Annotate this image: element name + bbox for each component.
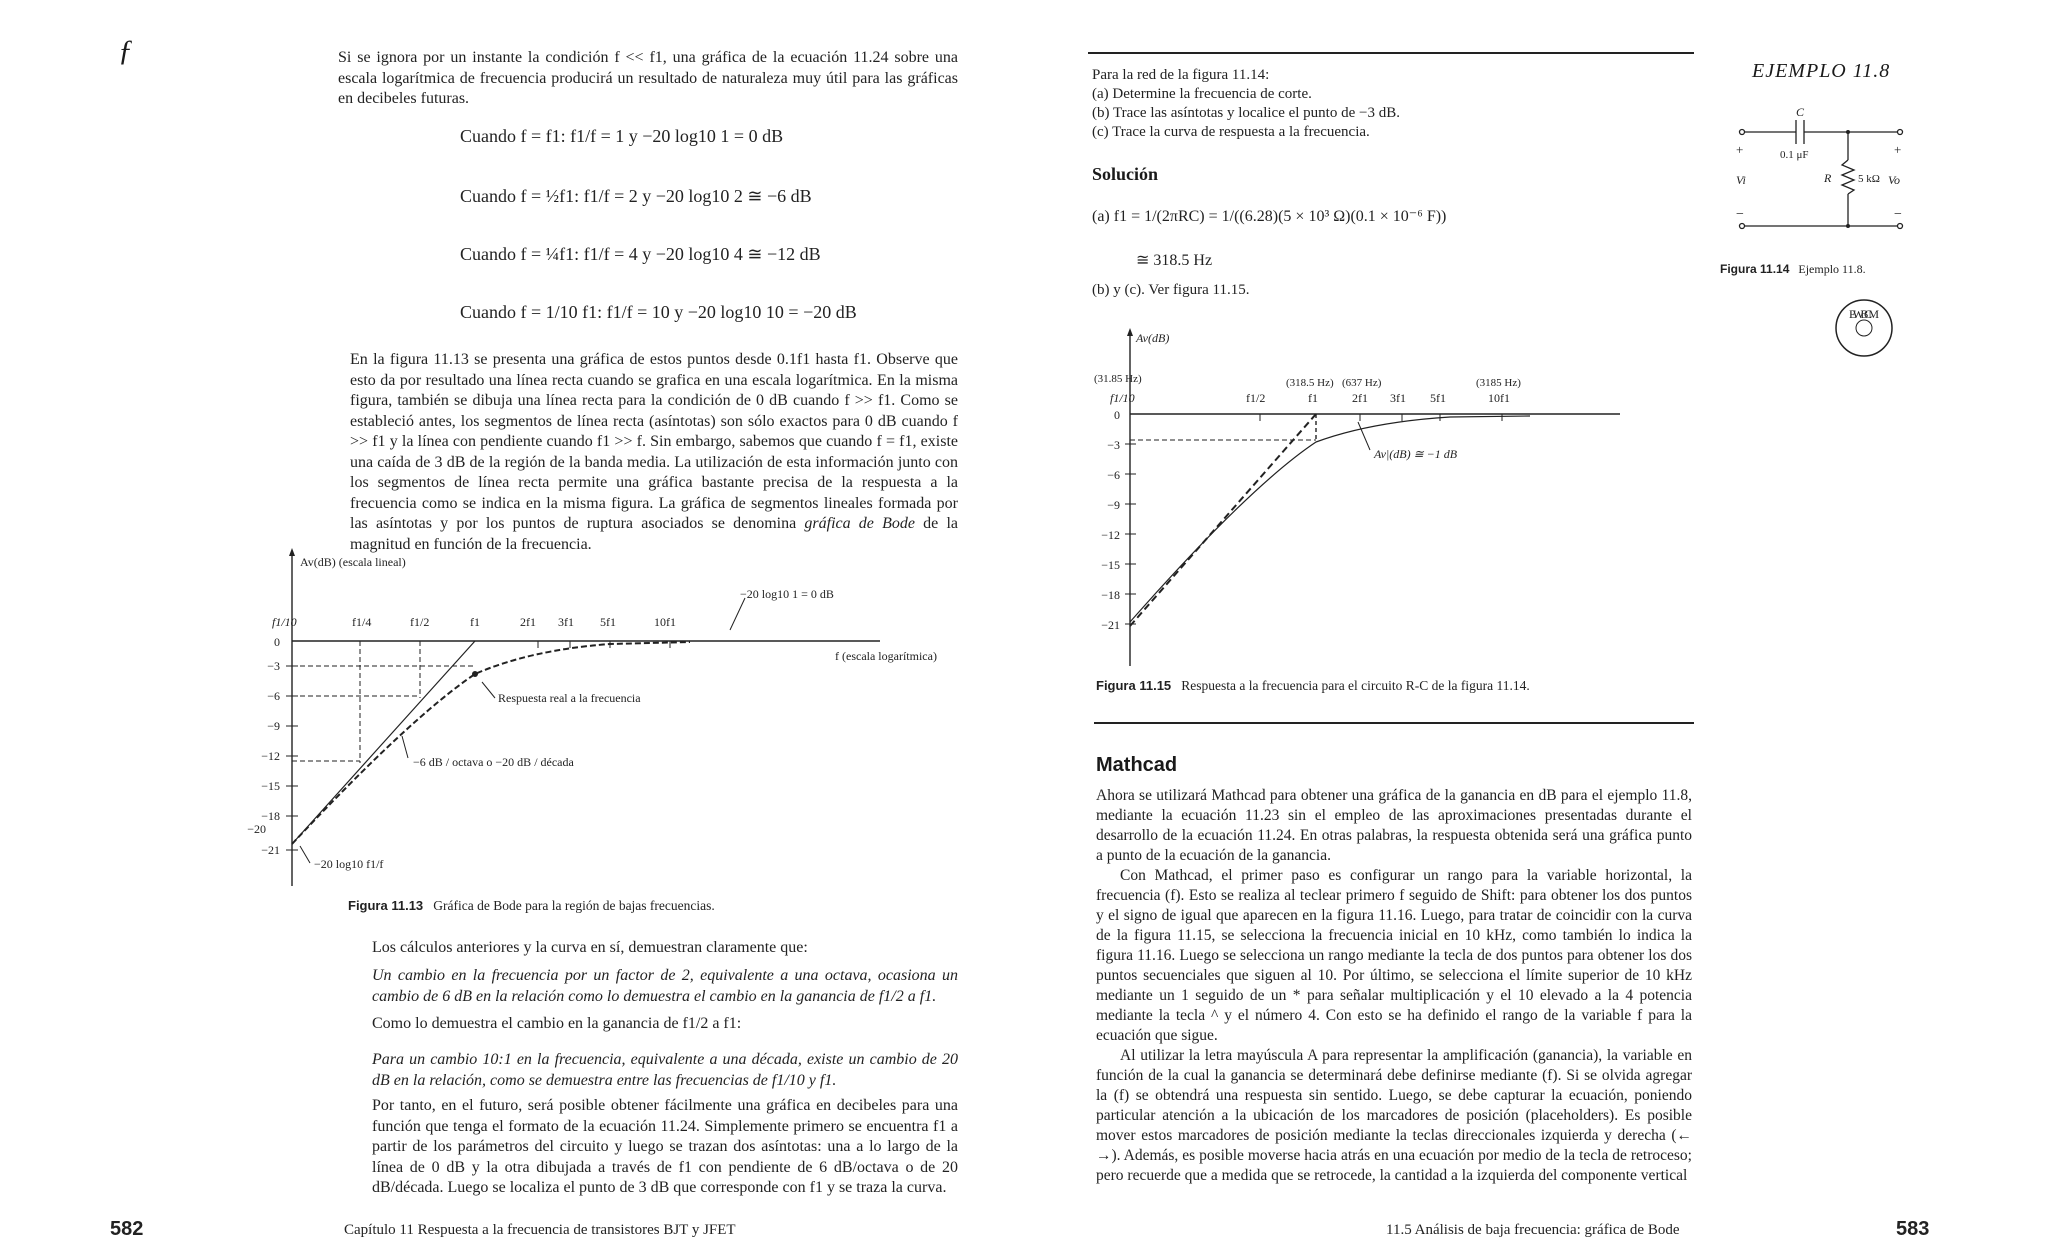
fig13-ann-top: −20 log10 1 = 0 dB bbox=[740, 587, 834, 601]
fig13-ytick: −20 bbox=[247, 822, 266, 836]
fig15-freq: (3185 Hz) bbox=[1476, 377, 1521, 389]
fig13-ytick: −12 bbox=[261, 749, 280, 763]
footer-left: Capítulo 11 Respuesta a la frecuencia de transistores BJT y JFET bbox=[344, 1222, 736, 1238]
header-rule bbox=[1088, 52, 1694, 54]
equation-1: Cuando f = f1: f1/f = 1 y −20 log10 1 = 0 dB bbox=[460, 126, 784, 146]
figure-11-14 bbox=[1730, 104, 1910, 234]
figure-11-15-caption: Figura 11.15 Respuesta a la frecuencia para el circuito R-C de la figura 11.14. bbox=[1096, 678, 1530, 693]
equation-3: Cuando f = ¼f1: f1/f = 4 y −20 log10 4 ≅ −12 dB bbox=[460, 244, 821, 264]
solution-a: (a) f1 = 1/(2πRC) = 1/((6.28)(5 × 10³ Ω)(0.1 × 10⁻⁶ F)) bbox=[1092, 208, 1447, 225]
solution-a-result: ≅ 318.5 Hz bbox=[1136, 252, 1213, 269]
fig13-ytick: −15 bbox=[261, 779, 280, 793]
fig15-ylabel: Av(dB) bbox=[1136, 331, 1170, 345]
capacitor-label: C bbox=[1796, 105, 1805, 119]
fig13-ytick: −21 bbox=[261, 843, 280, 857]
section-rule bbox=[1094, 722, 1694, 724]
fig13-ann-slope: −6 dB / octava o −20 dB / década bbox=[413, 755, 574, 769]
fig15-xtick: f1/2 bbox=[1246, 391, 1266, 405]
mathcad-heading: Mathcad bbox=[1096, 754, 1178, 776]
ewb-logo bbox=[1832, 296, 1896, 360]
paragraph-bode: En la figura 11.13 se presenta una gráfica de estos puntos desde 0.1f1 hasta f1. Observe que esto da por resultado una línea recta cuando se grafica en una escala logarítmica. En la misma figura, también se dibuja una línea recta para la condición de 0 dB cuando f >> f1. Como se estableció antes, los segmentos de línea recta (asíntotas) son sólo exactos para 0 dB cuando f >> f1 y la línea con pendiente cuando f1 >> f. Sin embargo, sabemos que cuando f = f1, existe una caída de 3 dB de la región de la banda media. La utilización de esta información junto con los segmentos de línea recta permite una gráfica bastante precisa de la respuesta a la frecuencia como se indica en la misma figura. La gráfica de segmentos lineales formada por las asíntotas y por los puntos de ruptura asociados se denomina gráfica de Bode de la magnitud en función de la frecuencia. bbox=[350, 351, 959, 553]
minus-in: − bbox=[1736, 207, 1744, 222]
fig13-xtick: 3f1 bbox=[558, 615, 574, 629]
fig15-freq: (31.85 Hz) bbox=[1094, 373, 1142, 385]
fig15-ytick: −9 bbox=[1107, 498, 1120, 512]
fig15-xtick: 5f1 bbox=[1430, 391, 1446, 405]
page-number-right: 583 bbox=[1896, 1218, 1930, 1240]
fig13-xtick: f1 bbox=[470, 615, 480, 629]
ewb-logo-text: EWB CM bbox=[1849, 307, 1879, 321]
fig13-xtick: 2f1 bbox=[520, 615, 536, 629]
mathcad-paragraph-1: Ahora se utilizará Mathcad para obtener una gráfica de la ganancia en dB para el ejemplo 11.8, mediante la ecuación 11.23 sin el empleo de las aproximaciones presentadas durante el desarrollo de la ecuación 11.24. En otras palabras, la respuesta obtenida será una gráfica punto a punto de la ecuación de la ganancia. bbox=[1096, 787, 1692, 864]
fig13-ytick: 0 bbox=[274, 635, 280, 649]
fig13-ylabel: Av(dB) (escala lineal) bbox=[300, 555, 406, 569]
fig13-xtick: 5f1 bbox=[600, 615, 616, 629]
fig15-xtick: 2f1 bbox=[1352, 391, 1368, 405]
fig13-ann-real: Respuesta real a la frecuencia bbox=[498, 691, 641, 705]
fig15-ytick: −6 bbox=[1107, 468, 1120, 482]
paragraph-conclusion: Los cálculos anteriores y la curva en sí, demuestran claramente que: bbox=[372, 939, 808, 956]
fig15-xtick: f1/10 bbox=[1110, 391, 1135, 405]
paragraph-procedure: Por tanto, en el futuro, será posible obtener fácilmente una gráfica en decibeles para una función que tenga el formato de la ecuación 11.24. Simplemente primero se encuentra f1 a partir de los parámetros del circuito y luego se trazan dos asíntotas: una a lo largo de la línea de 0 dB y la otra dibujada a través de f1 con pendiente de 6 dB/octava o de 20 dB/década. Luego se localiza el punto de 3 dB que corresponde con f1 y se traza la curva. bbox=[372, 1097, 958, 1196]
footer-right: 11.5 Análisis de baja frecuencia: gráfica de Bode bbox=[1386, 1222, 1680, 1238]
fig13-xlabel: f (escala logarítmica) bbox=[835, 649, 937, 663]
paragraph-gain-change: Como lo demuestra el cambio en la ganancia de f1/2 a f1: bbox=[372, 1015, 742, 1032]
resistor-value: 5 kΩ bbox=[1858, 173, 1880, 185]
fig13-ytick: −9 bbox=[267, 719, 280, 733]
fig15-xtick: 3f1 bbox=[1390, 391, 1406, 405]
fig15-ytick: −18 bbox=[1101, 588, 1120, 602]
figure-11-13 bbox=[230, 548, 990, 898]
fig13-xtick: f1/4 bbox=[352, 615, 372, 629]
fig15-ytick: −3 bbox=[1107, 438, 1120, 452]
statement-decade: Para un cambio 10:1 en la frecuencia, equivalente a una década, existe un cambio de 20 dB en la relación, como se demuestra entre las frecuencias de f1/10 y f1. bbox=[372, 1051, 958, 1089]
solution-b: (b) y (c). Ver figura 11.15. bbox=[1092, 282, 1250, 298]
mathcad-paragraph-3: Al utilizar la letra mayúscula A para representar la amplificación (ganancia), la variable en función de la cual la ganancia se determinará debe definirse mediante (f). Si se olvida agregar la (f) se obtendrá una respuesta sin sentido. Luego, se debe capturar la ecuación, poniendo particular atención a la ubicación de los marcadores de posición (placeholders). Es posible mover estos marcadores de posición mediante la teclas direccionales izquierda y derecha (← →). Además, es posible moverse hacia atrás en una ecuación por medio de la tecla de retroceso; pero recuerde que a medida que se retrocede, la cantidad a la izquierda del componente vertical bbox=[1096, 1047, 1692, 1184]
figure-11-14-caption: Figura 11.14 Ejemplo 11.8. bbox=[1720, 262, 1866, 276]
capacitor-value: 0.1 μF bbox=[1780, 149, 1809, 161]
fig15-xtick: f1 bbox=[1308, 391, 1318, 405]
example-title: EJEMPLO 11.8 bbox=[1752, 60, 1891, 82]
fig13-xtick: 10f1 bbox=[654, 615, 676, 629]
fig15-freq: (318.5 Hz) bbox=[1286, 377, 1334, 389]
resistor-label: R bbox=[1824, 171, 1832, 185]
term-bode: gráfica de Bode bbox=[804, 515, 915, 532]
fig15-annotation: Av|(dB) ≅ −1 dB bbox=[1374, 447, 1458, 461]
solution-heading: Solución bbox=[1092, 164, 1159, 184]
figure-11-13-caption: Figura 11.13 Gráfica de Bode para la región de bajas frecuencias. bbox=[348, 898, 715, 913]
plus-in: + bbox=[1736, 142, 1744, 157]
figure-11-15 bbox=[1090, 326, 1630, 676]
fig15-xtick: 10f1 bbox=[1488, 391, 1510, 405]
fig13-ann-bottom: −20 log10 f1/f bbox=[314, 857, 384, 871]
fig15-ytick: −15 bbox=[1101, 558, 1120, 572]
fig13-ytick: −6 bbox=[267, 689, 280, 703]
minus-out: − bbox=[1894, 207, 1902, 222]
equation-2: Cuando f = ½f1: f1/f = 2 y −20 log10 2 ≅ −6 dB bbox=[460, 186, 812, 206]
intro-paragraph: Si se ignora por un instante la condición f << f1, una gráfica de la ecuación 11.24 sobre una escala logarítmica de frecuencia producirá un resultado de naturaleza muy útil para las gráficas en decibeles futuras. bbox=[338, 49, 958, 107]
plus-out: + bbox=[1894, 142, 1902, 157]
fig15-ytick: −12 bbox=[1101, 528, 1120, 542]
fig13-ytick: −3 bbox=[267, 659, 280, 673]
statement-octave: Un cambio en la frecuencia por un factor de 2, equivalente a una octava, ocasiona un cambio de 6 dB en la relación como lo demuestra el cambio en la ganancia de f1/2 a f1. bbox=[372, 967, 958, 1005]
fig13-xtick: f1/10 bbox=[272, 615, 297, 629]
fig15-freq: (637 Hz) bbox=[1342, 377, 1382, 389]
vi-label: Vi bbox=[1736, 173, 1746, 187]
page-number-left: 582 bbox=[110, 1218, 144, 1240]
fig15-ytick: −21 bbox=[1101, 618, 1120, 632]
fig15-ytick: 0 bbox=[1114, 408, 1120, 422]
equation-4: Cuando f = 1/10 f1: f1/f = 10 y −20 log10 10 = −20 dB bbox=[460, 302, 857, 322]
problem-statement: Para la red de la figura 11.14: (a) Determine la frecuencia de corte. (b) Trace las asíntotas y localice el punto de −3 dB. (c) Trace la curva de respuesta a la frecuencia. bbox=[1092, 67, 1400, 140]
mathcad-paragraph-2: Con Mathcad, el primer paso es configurar un rango para la variable horizontal, la frecuencia (f). Esto se realiza al teclear primero f seguido de Shift: para obtener los dos puntos y el signo de igual que aparecen en la figura 11.16. Luego, para tratar de coincidir con la curva de la figura 11.15, se selecciona la frecuencia inicial en 10 kHz, como también lo indica la figura 11.16. Luego se selecciona un rango mediante la tecla de dos puntos para obtener los dos puntos secuenciales que siguen al 10. Por último, se selecciona el límite superior de 10 kHz mediante un 1 seguido de un * para señalar multiplicación y el 10 elevado a la 4 potencia mediante la tecla ^ y el número 4. Con esto se ha definido el rango de la variable f para la ecuación que sigue. bbox=[1096, 867, 1692, 1044]
corner-mark: ƒ bbox=[118, 34, 133, 67]
vo-label: Vo bbox=[1888, 173, 1900, 187]
fig13-ytick: −18 bbox=[261, 809, 280, 823]
fig13-xtick: f1/2 bbox=[410, 615, 430, 629]
